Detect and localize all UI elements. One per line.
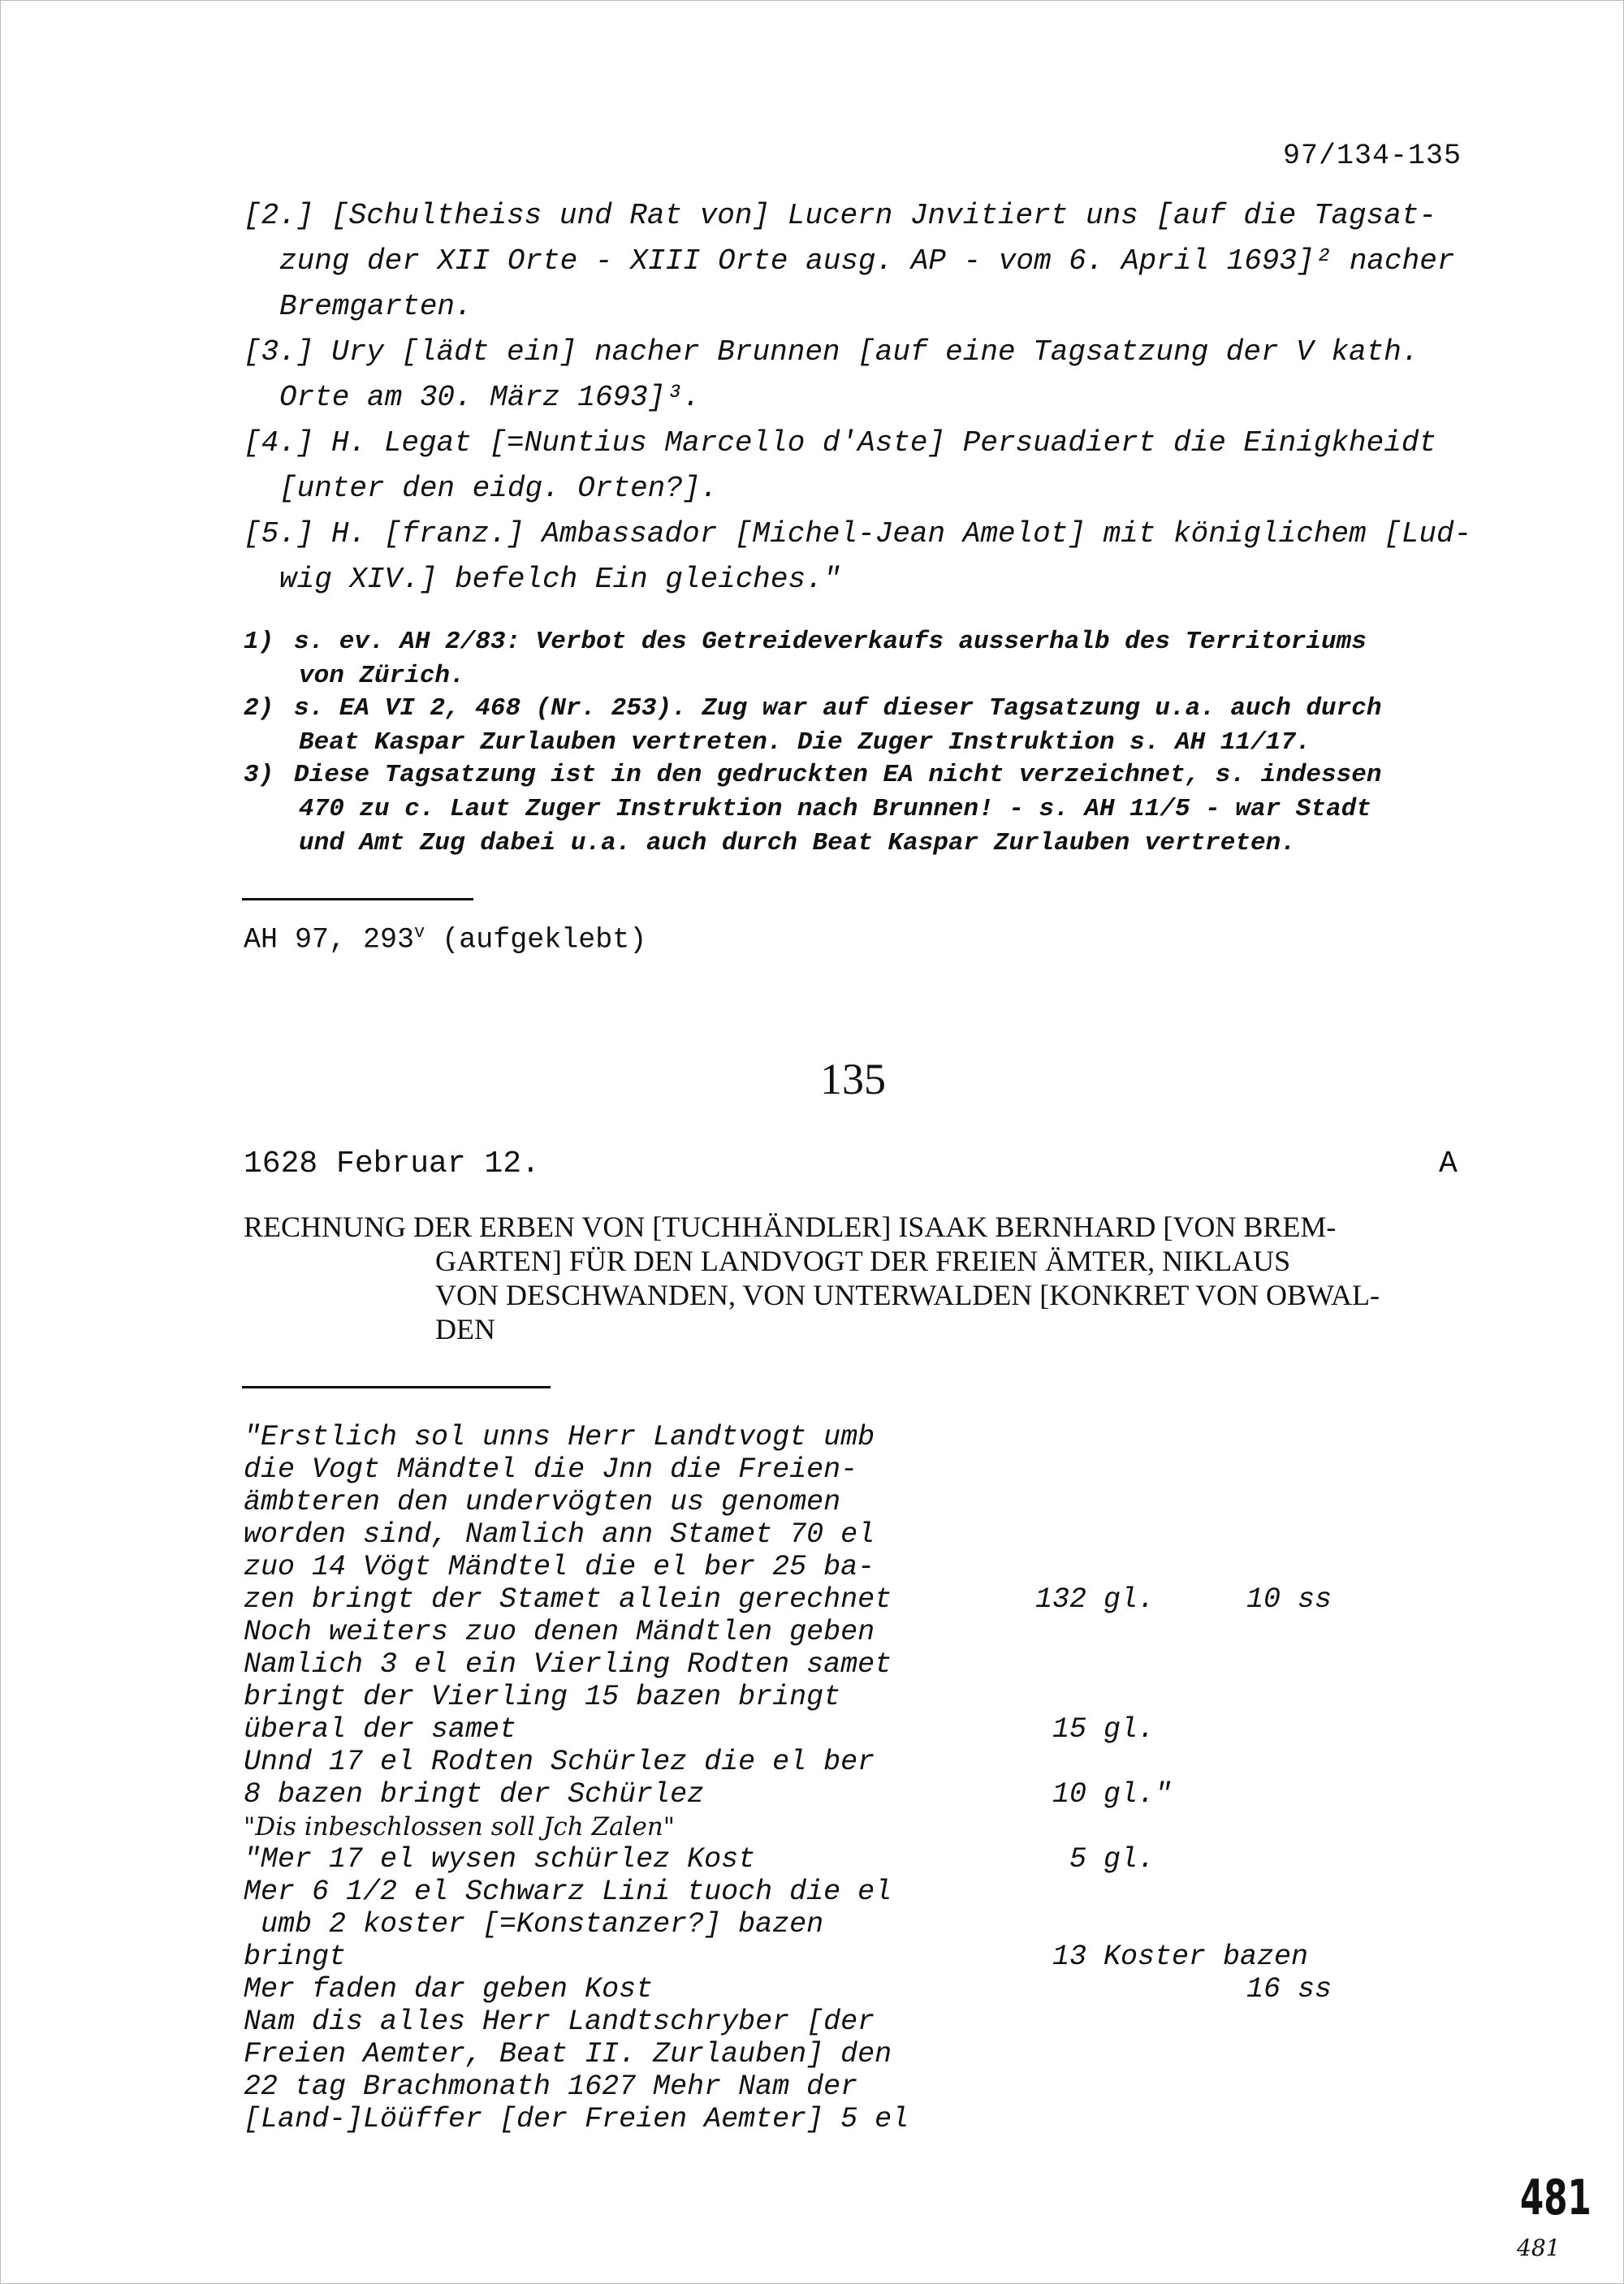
account-row — [244, 1453, 1332, 1486]
account-text: Namlich 3 el ein Vierling Rodten samet — [244, 1648, 892, 1681]
entry-2 — [244, 193, 1486, 330]
footnote-2: 2) s. EA VI 2, 468 (Nr. 253). Zug war auf dieser Tagsatzung u.a. auch durch Beat Kaspar Zurlauben vertreten. Die Zuger Instruktion s. AH 11/17. — [244, 694, 1382, 757]
entry-4 — [244, 421, 1486, 512]
account-text: "Mer 17 el wysen schürlez Kost — [244, 1843, 756, 1876]
document-letter: A — [1439, 1146, 1458, 1181]
account-text: "Erstlich sol unns Herr Landtvogt umb — [244, 1421, 875, 1453]
account-amount — [1035, 1746, 1246, 1778]
document-date: 1628 Februar 12. — [244, 1146, 540, 1181]
footnote-1: 1) s. ev. AH 2/83: Verbot des Getreideverkaufs ausserhalb des Territoriums von Zürich. — [244, 628, 1367, 690]
account-amount — [1035, 1616, 1246, 1648]
account-text: zen bringt der Stamet allein gerechnet — [244, 1583, 892, 1616]
account-row — [244, 1843, 1332, 1876]
account-amount-secondary: 16 ss — [1246, 1973, 1332, 2006]
entry-line: [5.] H. [franz.] Ambassador [Michel-Jean Amelot] mit königlichem [Lud- — [244, 517, 1472, 550]
account-row — [244, 1746, 1332, 1778]
entry-5 — [244, 512, 1486, 602]
page-stamp: 481 — [1520, 2170, 1592, 2226]
account-row — [244, 1421, 1332, 1453]
account-text: Freien Aemter, Beat II. Zurlauben] den — [244, 2038, 892, 2070]
entry-line: [3.] Ury [lädt ein] nacher Brunnen [auf eine Tagsatzung der V kath. — [244, 335, 1419, 369]
account-row — [244, 2070, 1332, 2103]
account-table — [244, 1421, 1332, 2135]
document-number: 135 — [820, 1055, 886, 1103]
account-amount — [1035, 1681, 1246, 1713]
entry-3 — [244, 330, 1486, 421]
account-text: [Land-]Löüffer [der Freien Aemter] 5 el — [244, 2103, 909, 2135]
account-text: 8 bazen bringt der Schürlez — [244, 1778, 705, 1811]
entry-line: Orte am 30. März 1693]³. — [279, 381, 701, 414]
account-text: worden sind, Namlich ann Stamet 70 el — [244, 1518, 875, 1551]
account-row — [244, 1876, 1332, 1908]
account-row — [244, 1973, 1332, 2006]
reference-number: 97/134-135 — [1283, 140, 1462, 172]
account-row — [244, 1778, 1332, 1811]
entry-line: Bremgarten. — [279, 290, 473, 323]
footnote-3: 3) Diese Tagsatzung ist in den gedruckten EA nicht verzeichnet, s. indessen 470 zu c. Laut Zuger Instruktion nach Brunnen! - s. AH 11/5 - war Stadt und Amt Zug dabei u.a. auch durch Beat Kaspar Zurlauben vertreten. — [244, 761, 1382, 857]
account-amount — [1035, 2006, 1246, 2038]
account-amount-secondary: 10 ss — [1246, 1583, 1332, 1616]
account-amount — [1035, 1551, 1246, 1583]
account-amount: 10 gl." — [1035, 1778, 1173, 1811]
account-amount — [1035, 2038, 1246, 2070]
account-row — [244, 1486, 1332, 1518]
account-row — [244, 1941, 1332, 1973]
account-amount: 5 gl. — [1035, 1843, 1155, 1876]
page-stamp-handwritten: 481 — [1517, 2234, 1561, 2261]
entry-line: [4.] H. Legat [=Nuntius Marcello d'Aste] Persuadiert die Einigkheidt — [244, 426, 1437, 460]
entry-line: [unter den eidg. Orten?]. — [279, 472, 719, 505]
handwritten-note: "Dis inbeschlossen soll Jch Zalen" — [244, 1812, 676, 1841]
account-text: die Vogt Mändtel die Jnn die Freien- — [244, 1453, 858, 1486]
account-amount: 15 gl. — [1035, 1713, 1155, 1746]
account-text: Mer 6 1/2 el Schwarz Lini tuoch die el — [244, 1876, 892, 1908]
account-row — [244, 2103, 1332, 2135]
account-amount: 132 gl. — [1035, 1583, 1155, 1616]
account-text: 22 tag Brachmonath 1627 Mehr Nam der — [244, 2070, 858, 2103]
account-row — [244, 1648, 1332, 1681]
account-text: ämbteren den undervögten us genomen — [244, 1486, 841, 1518]
account-amount — [1035, 2070, 1246, 2103]
account-row — [244, 1681, 1332, 1713]
account-text: Nam dis alles Herr Landtschryber [der — [244, 2006, 875, 2038]
account-row — [244, 1583, 1332, 1616]
account-amount — [1035, 1811, 1246, 1843]
account-amount — [1035, 1876, 1246, 1908]
account-text: bringt der Vierling 15 bazen bringt — [244, 1681, 841, 1713]
account-amount: 13 Koster bazen — [1035, 1941, 1309, 1973]
account-amount — [1035, 1908, 1246, 1941]
account-text: bringt — [244, 1941, 347, 1973]
entry-line: [2.] [Schultheiss und Rat von] Lucern Jnvitiert uns [auf die Tagsat- — [244, 199, 1437, 232]
account-text: überal der samet — [244, 1713, 517, 1746]
account-row — [244, 1551, 1332, 1583]
account-row — [244, 1616, 1332, 1648]
document-heading: RECHNUNG DER ERBEN VON [TUCHHÄNDLER] ISAAK BERNHARD [VON BREM- GARTEN] FÜR DEN LANDVOGT DER FREIEN ÄMTER, NIKLAUS VON DESCHWANDEN, VON UNTERWALDEN [KONKRET VON OBWAL- DEN — [244, 1211, 1380, 1345]
account-row — [244, 1811, 1332, 1843]
account-row — [244, 2006, 1332, 2038]
account-row — [244, 1713, 1332, 1746]
entry-line: zung der XII Orte - XIII Orte ausg. AP - vom 6. April 1693]² nacher — [279, 244, 1455, 278]
account-text: Mer faden dar geben Kost — [244, 1973, 654, 2006]
account-amount — [1035, 1973, 1246, 2006]
account-amount — [1035, 1421, 1246, 1453]
account-amount — [1035, 1486, 1246, 1518]
entry-line: wig XIV.] befelch Ein gleiches." — [279, 563, 841, 596]
footnote-divider — [242, 898, 473, 900]
account-text: zuo 14 Vögt Mändtel die el ber 25 ba- — [244, 1551, 875, 1583]
account-amount — [1035, 1453, 1246, 1486]
account-amount — [1035, 1518, 1246, 1551]
account-row — [244, 1518, 1332, 1551]
account-text: umb 2 koster [=Konstanzer?] bazen — [244, 1908, 824, 1941]
account-row — [244, 2038, 1332, 2070]
account-amount — [1035, 1648, 1246, 1681]
source-reference: AH 97, 293$^v$ (aufgeklebt) — [244, 922, 647, 956]
account-text: Unnd 17 el Rodten Schürlez die el ber — [244, 1746, 875, 1778]
account-amount — [1035, 2103, 1246, 2135]
account-row — [244, 1908, 1332, 1941]
account-text: Noch weiters zuo denen Mändtlen geben — [244, 1616, 875, 1648]
heading-divider — [242, 1386, 551, 1388]
